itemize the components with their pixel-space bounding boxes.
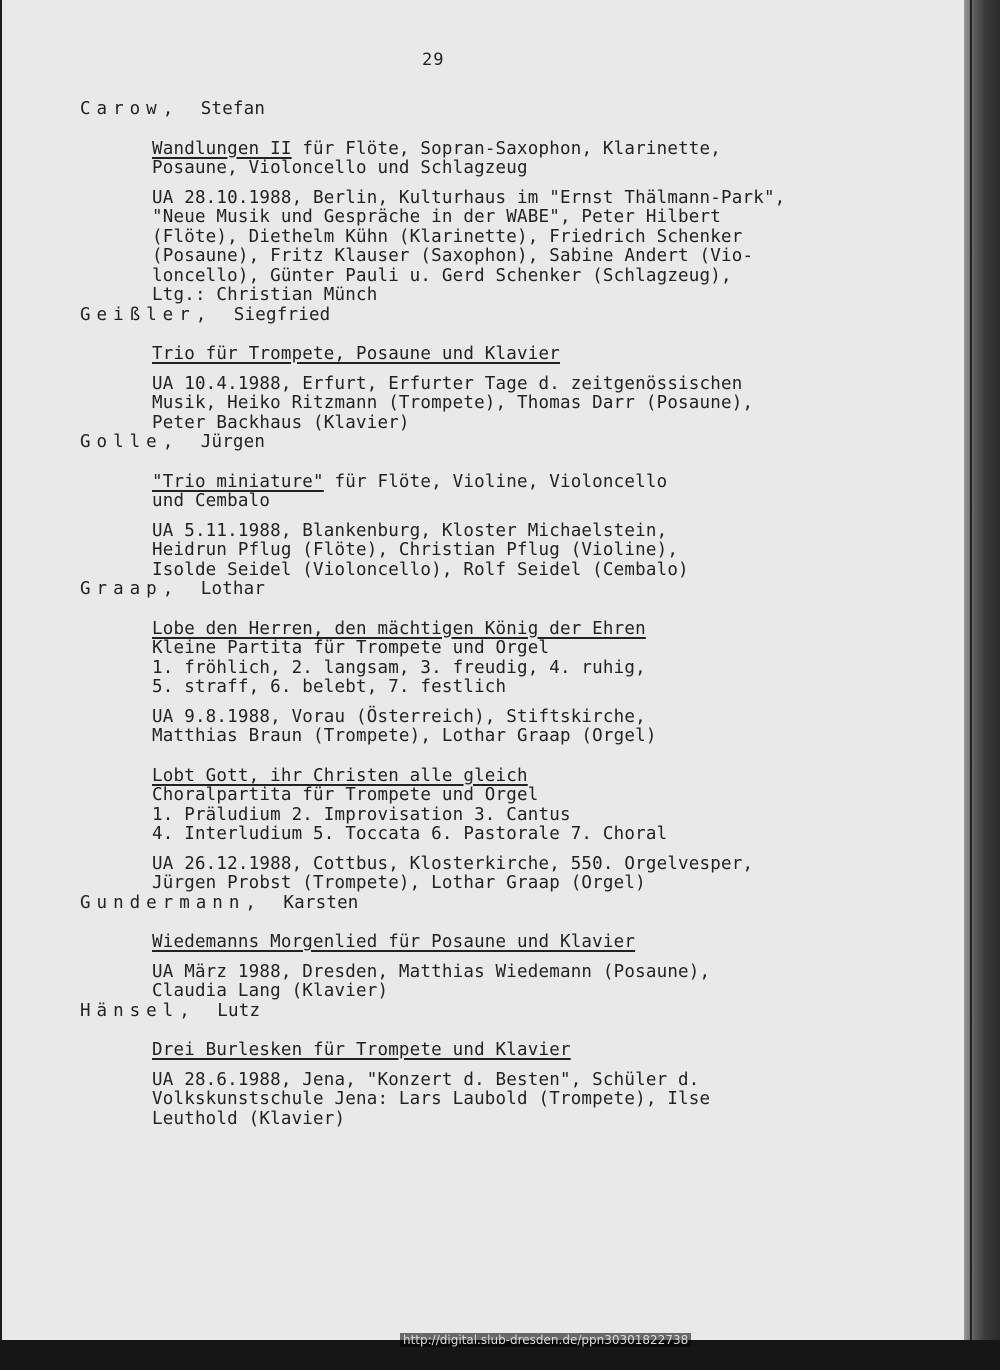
performance-line: (Flöte), Diethelm Kühn (Klarinette), Friedrich Schenker	[152, 226, 743, 247]
name-separator: ,	[162, 99, 180, 119]
work-title	[152, 345, 940, 365]
performance-line: Peter Backhaus (Klavier)	[152, 412, 410, 433]
work-title	[152, 473, 940, 493]
work-title-underlined: Drei Burlesken für Trompete und Klavier	[152, 1040, 571, 1060]
performance-info	[152, 375, 940, 434]
performance-line: Jürgen Probst (Trompete), Lothar Graap (Orgel)	[152, 873, 646, 893]
composer-entry	[80, 306, 940, 434]
performance-line: UA 28.6.1988, Jena, "Konzert d. Besten", Schüler d.	[152, 1069, 700, 1090]
work-block	[152, 345, 940, 433]
performance-info	[152, 855, 940, 894]
work-title	[152, 620, 940, 640]
page-number: 29	[422, 50, 445, 70]
composer-given-name: Lutz	[217, 1000, 261, 1021]
composer-surname: Hänsel	[80, 1000, 180, 1021]
work-title-underlined: Trio für Trompete, Posaune und Klavier	[152, 344, 560, 364]
composer-given-name: Jürgen	[200, 432, 266, 452]
performance-info	[152, 522, 940, 581]
composer-surname: Carow	[80, 99, 163, 119]
composer-entry	[80, 894, 940, 1002]
work-title-line: und Cembalo	[152, 491, 271, 511]
performance-line: Volkskunstschule Jena: Lars Laubold (Trompete), Ilse	[152, 1089, 711, 1109]
performance-line: Ltg.: Christian Münch	[152, 285, 378, 305]
performance-line: UA 9.8.1988, Vorau (Österreich), Stiftskirche,	[152, 706, 646, 727]
performance-line: UA 28.10.1988, Berlin, Kulturhaus im "Ernst Thälmann-Park",	[152, 187, 786, 208]
work-block	[152, 1041, 940, 1129]
name-separator: ,	[162, 432, 180, 452]
work-title-line: 4. Interludium 5. Toccata 6. Pastorale 7. Choral	[152, 824, 668, 844]
performance-line: UA 10.4.1988, Erfurt, Erfurter Tage d. zeitgenössischen	[152, 373, 743, 394]
work-title-line: 1. Präludium 2. Improvisation 3. Cantus	[152, 804, 571, 825]
composer-given-name: Siegfried	[233, 304, 331, 325]
composer-entry	[80, 100, 940, 306]
composer-name	[80, 100, 940, 120]
composer-list	[80, 100, 940, 1129]
composer-given-name: Stefan	[200, 99, 266, 119]
work-title	[152, 140, 940, 160]
work-block	[152, 620, 940, 747]
performance-line: (Posaune), Fritz Klauser (Saxophon), Sabine Andert (Vio-	[152, 246, 754, 266]
composer-name	[80, 306, 940, 326]
work-title-line: 1. fröhlich, 2. langsam, 3. freudig, 4. ruhig,	[152, 657, 646, 678]
work-title-line: 5. straff, 6. belebt, 7. festlich	[152, 677, 507, 697]
work-title-rest: für Flöte, Violine, Violoncello	[323, 471, 668, 492]
work-block	[152, 473, 940, 581]
work-title-underlined: "Trio miniature"	[152, 471, 324, 492]
work-title	[152, 767, 940, 787]
composer-name	[80, 433, 940, 453]
composer-given-name: Karsten	[283, 892, 359, 913]
work-title	[152, 933, 940, 953]
performance-line: Isolde Seidel (Violoncello), Rolf Seidel (Cembalo)	[152, 559, 689, 580]
composer-surname: Geißler	[80, 304, 196, 325]
work-title-line: Kleine Partita für Trompete und Orgel	[152, 638, 550, 658]
work-block	[152, 767, 940, 894]
composer-surname: Gundermann	[80, 892, 246, 913]
work-title-rest: für Flöte, Sopran-Saxophon, Klarinette,	[291, 138, 722, 159]
work-block	[152, 140, 940, 306]
work-title-underlined: Lobt Gott, ihr Christen alle gleich	[152, 765, 528, 786]
performance-info	[152, 189, 940, 306]
composer-name	[80, 894, 940, 914]
performance-line: Leuthold (Klavier)	[152, 1108, 346, 1129]
name-separator: ,	[162, 579, 180, 599]
work-title-line: Choralpartita für Trompete und Orgel	[152, 785, 539, 805]
work-title	[152, 1041, 940, 1061]
composer-given-name: Lothar	[200, 579, 266, 599]
performance-line: Matthias Braun (Trompete), Lothar Graap (Orgel)	[152, 726, 657, 746]
composer-entry	[80, 580, 940, 894]
document-page	[2, 0, 964, 1340]
source-url: http://digital.slub-dresden.de/ppn30301822738	[400, 1333, 691, 1347]
book-edge	[964, 0, 1000, 1370]
name-separator: ,	[195, 304, 213, 325]
performance-line: UA 5.11.1988, Blankenburg, Kloster Michaelstein,	[152, 520, 668, 541]
work-title-line: Posaune, Violoncello und Schlagzeug	[152, 158, 528, 178]
performance-line: UA März 1988, Dresden, Matthias Wiedemann (Posaune),	[152, 961, 711, 982]
name-separator: ,	[179, 1000, 196, 1021]
composer-entry	[80, 1002, 940, 1130]
performance-line: Musik, Heiko Ritzmann (Trompete), Thomas Darr (Posaune),	[152, 393, 754, 413]
composer-name	[80, 580, 940, 600]
work-block	[152, 933, 940, 1002]
performance-info	[152, 1071, 940, 1130]
composer-name	[80, 1002, 940, 1022]
composer-entry	[80, 433, 940, 580]
composer-surname: Golle	[80, 432, 163, 452]
performance-line: UA 26.12.1988, Cottbus, Klosterkirche, 550. Orgelvesper,	[152, 853, 754, 874]
name-separator: ,	[245, 892, 262, 913]
work-title-underlined: Lobe den Herren, den mächtigen König der Ehren	[152, 618, 646, 639]
work-title-underlined: Wandlungen II	[152, 138, 292, 159]
composer-surname: Graap	[80, 579, 163, 599]
performance-info	[152, 708, 940, 747]
performance-line: Claudia Lang (Klavier)	[152, 981, 389, 1001]
performance-line: Heidrun Pflug (Flöte), Christian Pflug (Violine),	[152, 540, 679, 560]
performance-line: loncello), Günter Pauli u. Gerd Schenker (Schlagzeug),	[152, 265, 732, 286]
performance-line: "Neue Musik und Gespräche in der WABE", Peter Hilbert	[152, 207, 722, 227]
performance-info	[152, 963, 940, 1002]
work-title-underlined: Wiedemanns Morgenlied für Posaune und Klavier	[152, 932, 636, 952]
